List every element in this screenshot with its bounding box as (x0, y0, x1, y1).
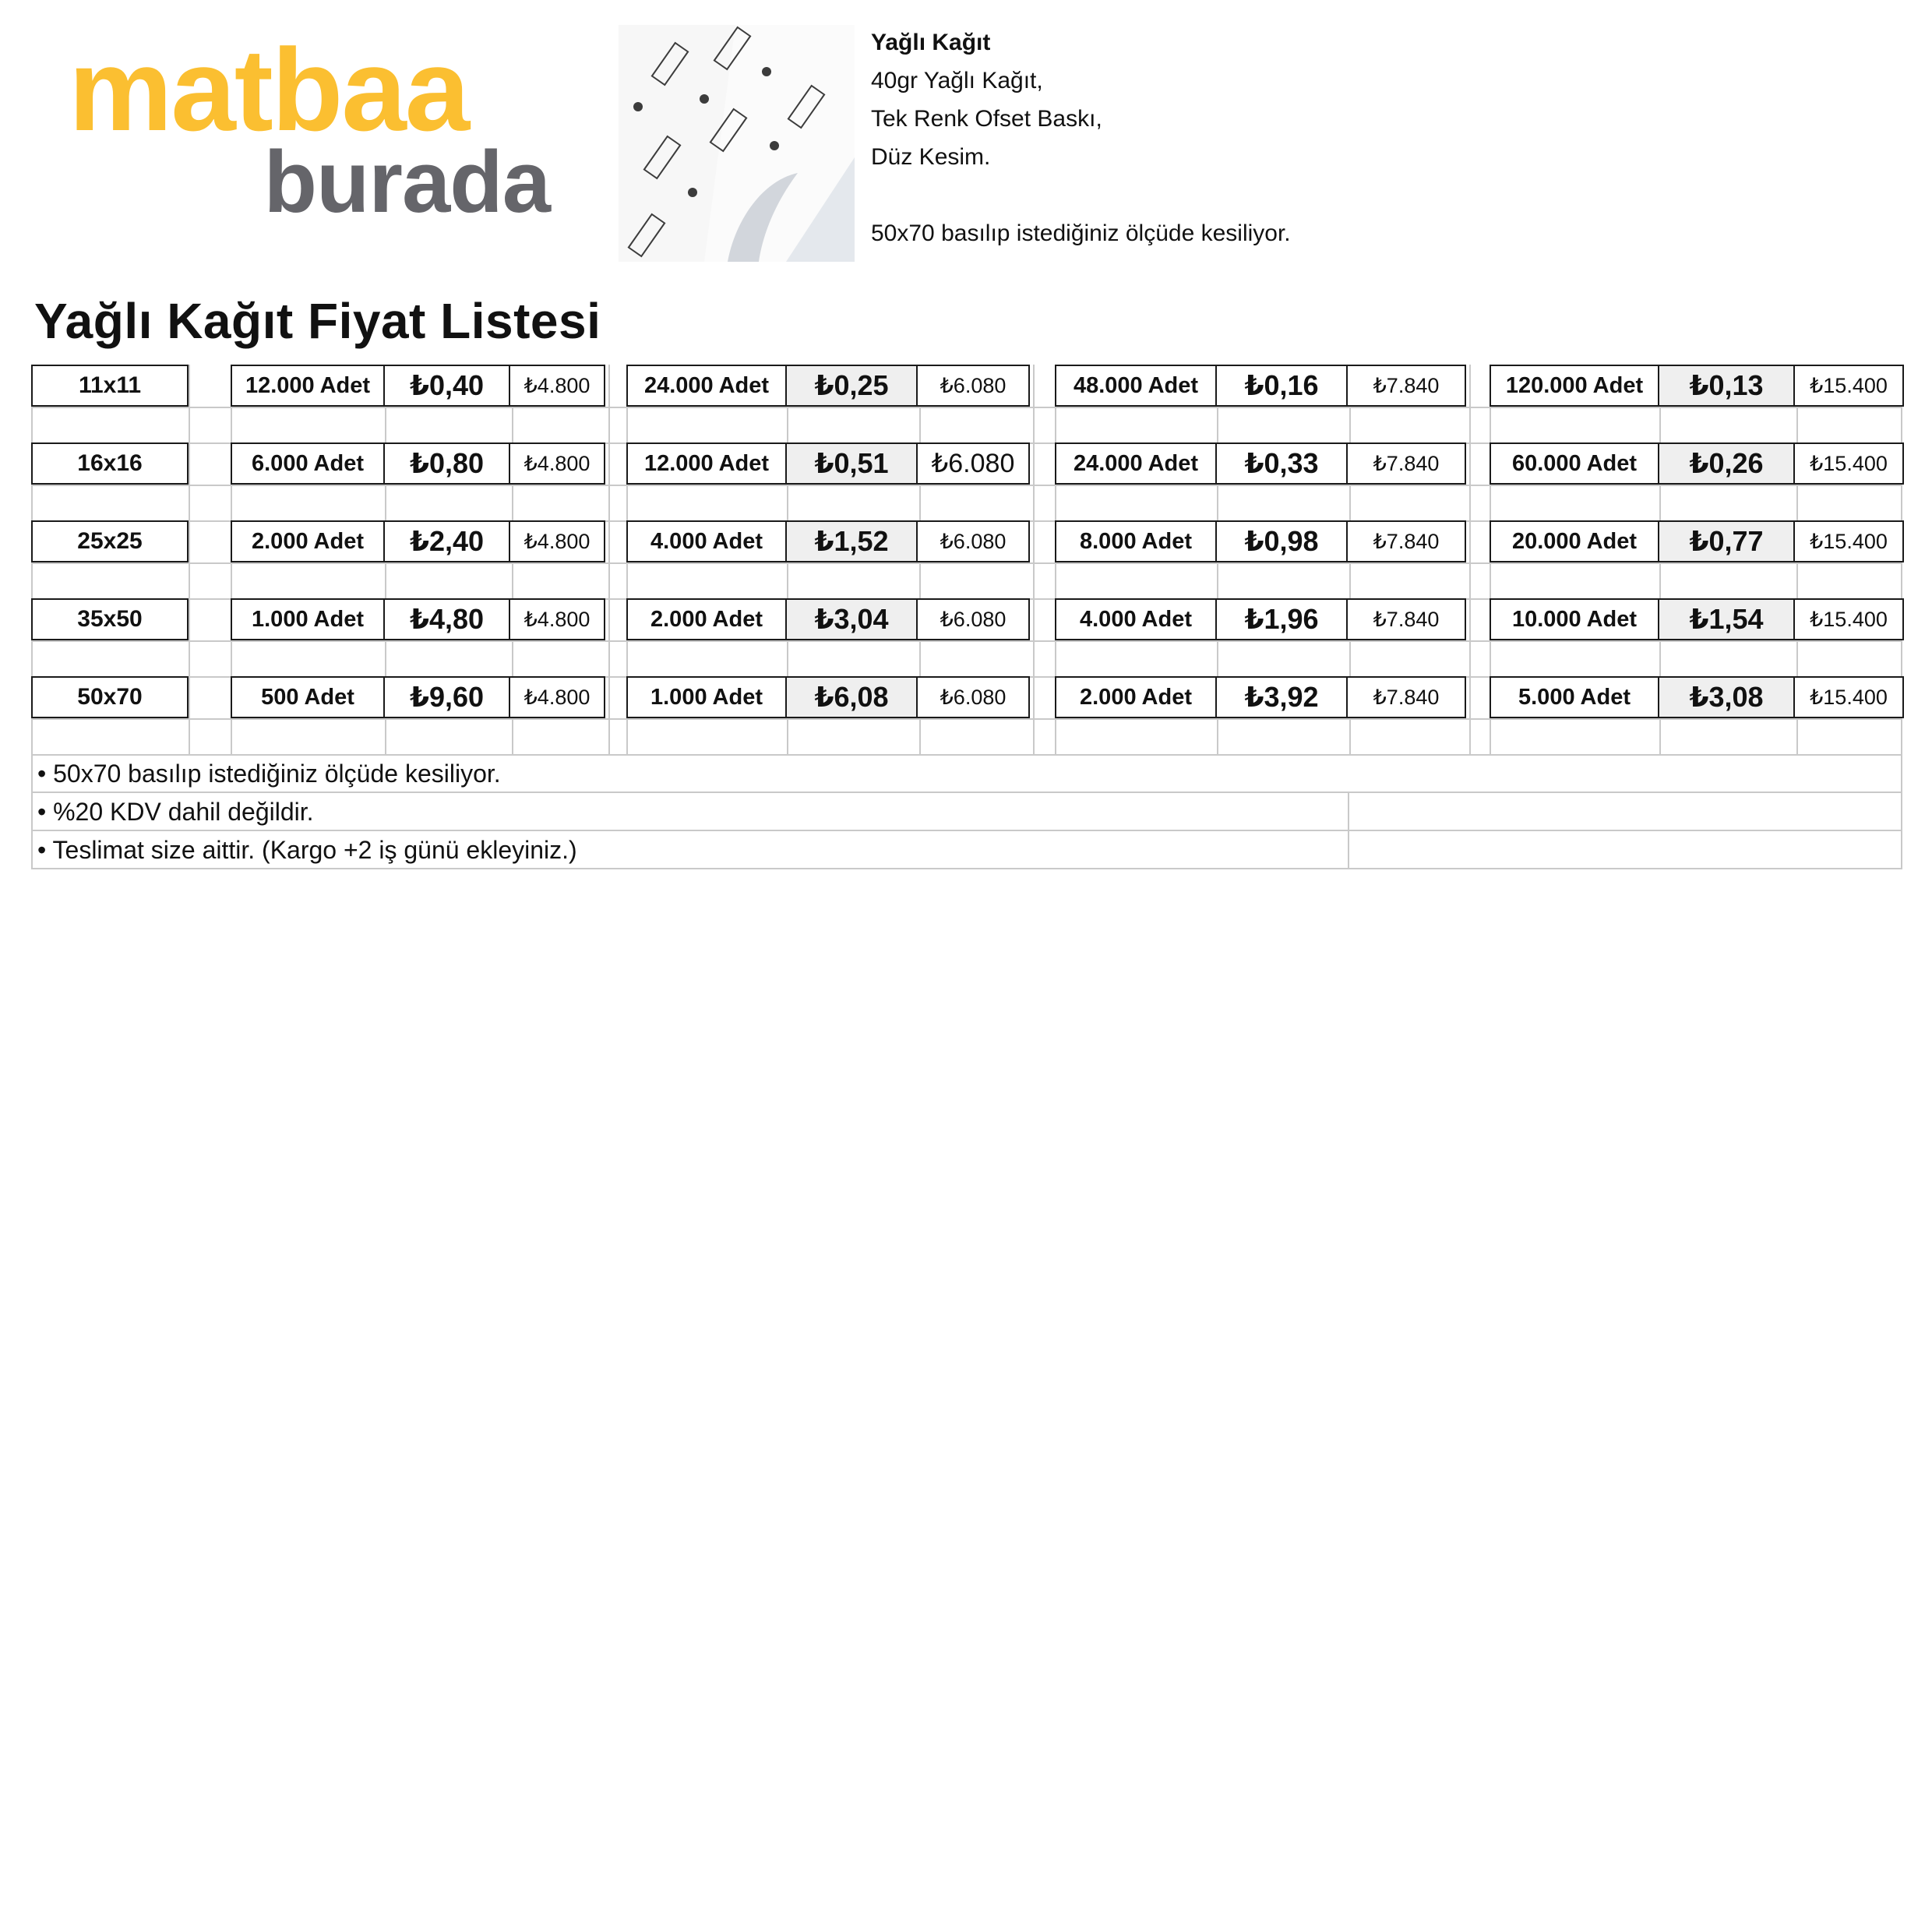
total-price-cell: ₺4.800 (509, 598, 605, 640)
quantity-cell: 8.000 Adet (1055, 520, 1217, 562)
quantity-cell: 6.000 Adet (231, 442, 385, 485)
unit-price-cell: ₺3,04 (785, 598, 918, 640)
unit-price-cell: ₺0,13 (1658, 365, 1795, 407)
quantity-cell: 5.000 Adet (1490, 676, 1659, 718)
size-cell: 16x16 (31, 442, 189, 485)
total-price-cell: ₺7.840 (1346, 520, 1466, 562)
unit-price-cell: ₺1,52 (785, 520, 918, 562)
total-price-cell: ₺6.080 (916, 598, 1030, 640)
total-price-cell: ₺7.840 (1346, 442, 1466, 485)
grid-line (189, 365, 190, 754)
total-price-cell: ₺15.400 (1793, 598, 1904, 640)
size-cell: 11x11 (31, 365, 189, 407)
product-title: Yağlı Kağıt (871, 30, 991, 55)
quantity-cell: 12.000 Adet (626, 442, 787, 485)
matbaaburada-logo (69, 24, 552, 231)
quantity-cell: 48.000 Adet (1055, 365, 1217, 407)
product-photo (619, 25, 855, 262)
unit-price-cell: ₺6,08 (785, 676, 918, 718)
quantity-cell: 4.000 Adet (1055, 598, 1217, 640)
note-cut-info: • 50x70 basılıp istediğiniz ölçüde kesiliyor. (37, 760, 501, 788)
unit-price-cell: ₺0,33 (1215, 442, 1348, 485)
total-price-cell: ₺15.400 (1793, 365, 1904, 407)
grid-line (31, 640, 1902, 642)
unit-price-cell: ₺3,92 (1215, 676, 1348, 718)
logo-word-matbaa: matbaa (69, 24, 469, 155)
product-note: 50x70 basılıp istediğiniz ölçüde kesiliyor. (871, 220, 1291, 246)
unit-price-cell: ₺0,51 (785, 442, 918, 485)
product-line-weight: 40gr Yağlı Kağıt, (871, 68, 1043, 93)
logo-word-burada: burada (263, 133, 550, 231)
product-description (871, 23, 1291, 252)
notes-border (1901, 754, 1902, 869)
total-price-cell: ₺4.800 (509, 520, 605, 562)
quantity-cell: 20.000 Adet (1490, 520, 1659, 562)
quantity-cell: 1.000 Adet (231, 598, 385, 640)
total-price-cell: ₺6.080 (916, 520, 1030, 562)
quantity-cell: 4.000 Adet (626, 520, 787, 562)
unit-price-cell: ₺4,80 (383, 598, 510, 640)
quantity-cell: 1.000 Adet (626, 676, 787, 718)
total-price-cell: ₺7.840 (1346, 365, 1466, 407)
unit-price-cell: ₺0,98 (1215, 520, 1348, 562)
total-price-cell: ₺6.080 (916, 442, 1030, 485)
notes-border (31, 754, 33, 869)
grid-line (31, 485, 1902, 486)
quantity-cell: 24.000 Adet (1055, 442, 1217, 485)
quantity-cell: 2.000 Adet (231, 520, 385, 562)
quantity-cell: 24.000 Adet (626, 365, 787, 407)
total-price-cell: ₺4.800 (509, 676, 605, 718)
description-spacer (871, 176, 1291, 214)
notes-section (31, 754, 1902, 869)
grid-line (1033, 365, 1035, 754)
total-price-cell: ₺7.840 (1346, 598, 1466, 640)
quantity-cell: 60.000 Adet (1490, 442, 1659, 485)
quantity-cell: 2.000 Adet (1055, 676, 1217, 718)
grid-line (608, 365, 610, 754)
quantity-cell: 12.000 Adet (231, 365, 385, 407)
unit-price-cell: ₺0,26 (1658, 442, 1795, 485)
grid-line (31, 718, 1902, 720)
product-line-print: Tek Renk Ofset Baskı, (871, 106, 1102, 132)
size-cell: 35x50 (31, 598, 189, 640)
page-title: Yağlı Kağıt Fiyat Listesi (34, 293, 601, 349)
product-line-cut: Düz Kesim. (871, 144, 991, 170)
total-price-cell: ₺6.080 (916, 676, 1030, 718)
grid-line (1469, 365, 1471, 754)
total-price-cell: ₺4.800 (509, 442, 605, 485)
unit-price-cell: ₺0,16 (1215, 365, 1348, 407)
quantity-cell: 10.000 Adet (1490, 598, 1659, 640)
total-price-cell: ₺7.840 (1346, 676, 1466, 718)
total-price-cell: ₺15.400 (1793, 520, 1904, 562)
quantity-cell: 2.000 Adet (626, 598, 787, 640)
total-price-cell: ₺15.400 (1793, 676, 1904, 718)
total-price-cell: ₺15.400 (1793, 442, 1904, 485)
unit-price-cell: ₺2,40 (383, 520, 510, 562)
price-table (31, 365, 1902, 754)
note-vat: • %20 KDV dahil değildir. (37, 798, 314, 826)
size-cell: 50x70 (31, 676, 189, 718)
unit-price-cell: ₺9,60 (383, 676, 510, 718)
unit-price-cell: ₺0,25 (785, 365, 918, 407)
quantity-cell: 500 Adet (231, 676, 385, 718)
total-price-cell: ₺6.080 (916, 365, 1030, 407)
total-price-cell: ₺4.800 (509, 365, 605, 407)
unit-price-cell: ₺1,54 (1658, 598, 1795, 640)
size-cell: 25x25 (31, 520, 189, 562)
grid-line (31, 562, 1902, 564)
notes-border (1348, 791, 1349, 869)
unit-price-cell: ₺1,96 (1215, 598, 1348, 640)
unit-price-cell: ₺0,40 (383, 365, 510, 407)
unit-price-cell: ₺0,77 (1658, 520, 1795, 562)
greaseproof-paper-illustration (619, 25, 855, 262)
quantity-cell: 120.000 Adet (1490, 365, 1659, 407)
unit-price-cell: ₺3,08 (1658, 676, 1795, 718)
note-delivery: • Teslimat size aittir. (Kargo +2 iş günü ekleyiniz.) (37, 836, 577, 864)
grid-line (31, 407, 1902, 408)
unit-price-cell: ₺0,80 (383, 442, 510, 485)
